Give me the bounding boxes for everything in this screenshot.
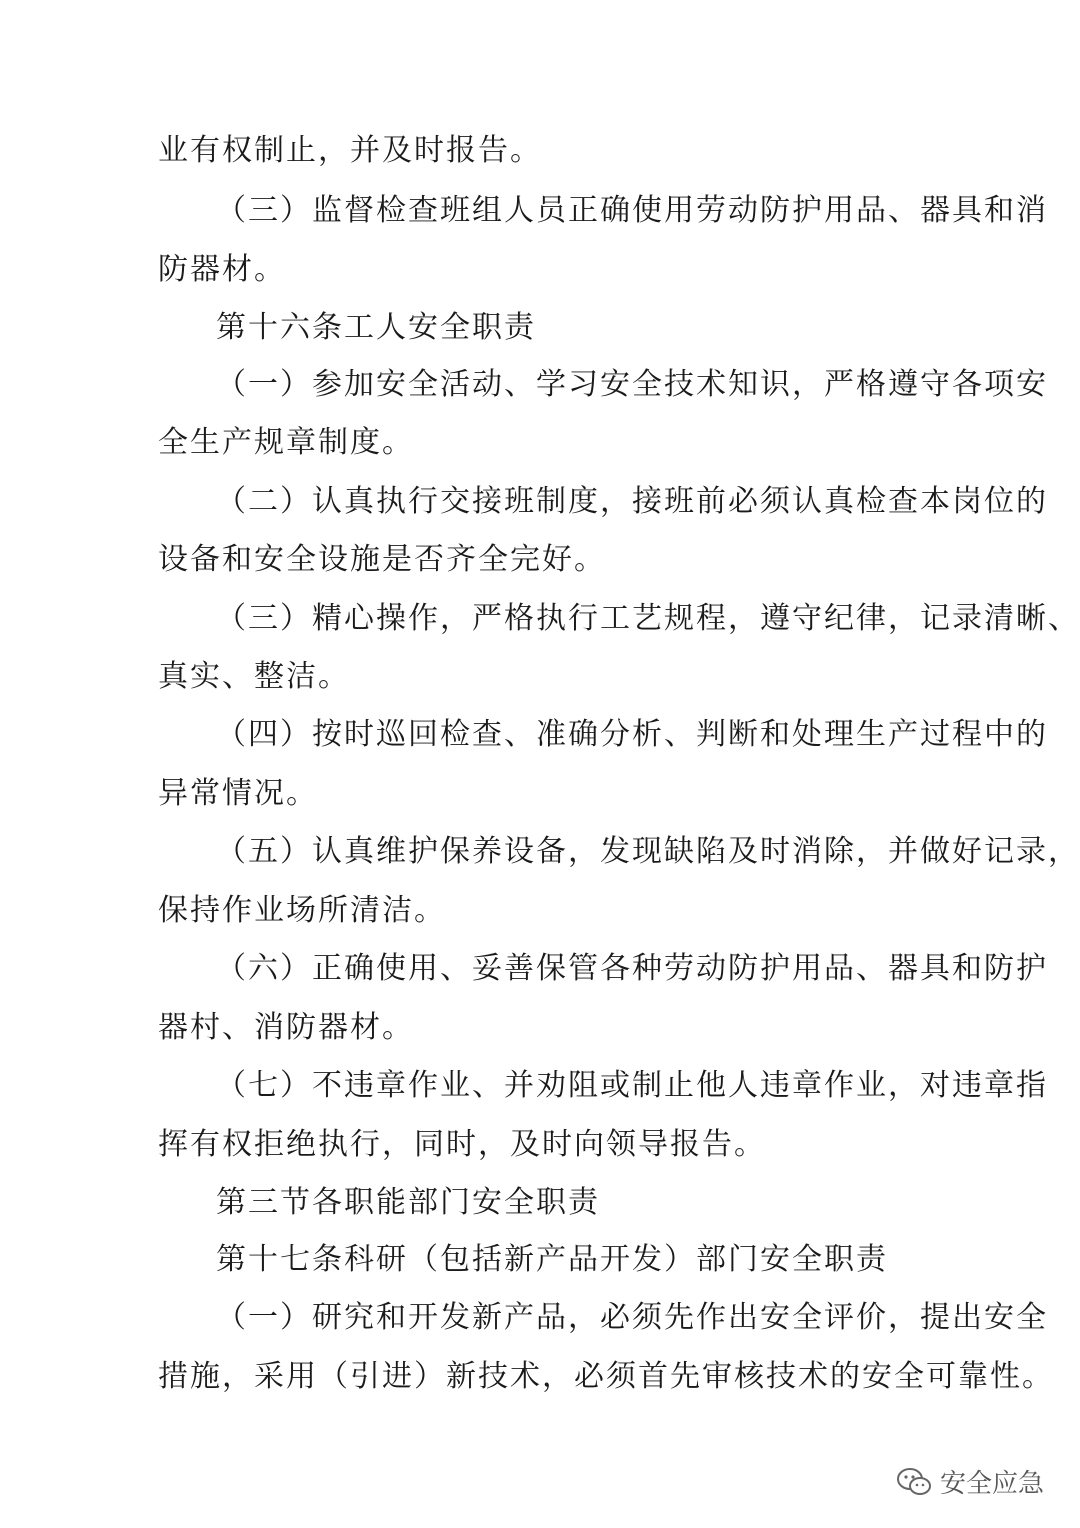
section-heading: 第十六条工人安全职责 [216,310,536,345]
text-line: 措施，采用（引进）新技术，必须首先审核技术的安全可靠性。 [158,1359,1054,1394]
text-line: （三）监督检查班组人员正确使用劳动防护用品、器具和消 [216,193,1048,228]
text-line: （六）正确使用、妥善保管各种劳动防护用品、器具和防护 [216,951,1048,986]
text-line: （五）认真维护保养设备，发现缺陷及时消除，并做好记录， [216,834,1080,869]
text-line: （二）认真执行交接班制度，接班前必须认真检查本岗位的 [216,484,1048,519]
text-line: 设备和安全设施是否齐全完好。 [158,542,606,577]
text-line: 器村、消防器材。 [158,1010,414,1045]
text-line: 异常情况。 [158,776,318,811]
text-line: （一）参加安全活动、学习安全技术知识，严格遵守各项安 [216,367,1048,402]
wechat-icon [896,1467,932,1497]
text-line: 保持作业场所清洁。 [158,893,446,928]
text-line: （七）不违章作业、并劝阻或制止他人违章作业，对违章指 [216,1068,1048,1103]
watermark-text: 安全应急 [939,1469,1044,1499]
section-heading: 第十七条科研（包括新产品开发）部门安全职责 [216,1242,888,1277]
watermark [896,1463,1044,1500]
section-heading: 第三节各职能部门安全职责 [216,1185,600,1220]
text-line: 全生产规章制度。 [158,425,414,460]
text-line: （四）按时巡回检查、准确分析、判断和处理生产过程中的 [216,717,1048,752]
text-line: 真实、整洁。 [158,659,350,694]
text-line: 挥有权拒绝执行，同时，及时向领导报告。 [158,1127,766,1162]
text-line: （一）研究和开发新产品，必须先作出安全评价，提出安全 [216,1300,1048,1335]
text-line: 防器材。 [158,252,286,287]
text-line: （三）精心操作，严格执行工艺规程，遵守纪律，记录清晰、 [216,601,1080,636]
text-line: 业有权制止，并及时报告。 [158,133,542,168]
